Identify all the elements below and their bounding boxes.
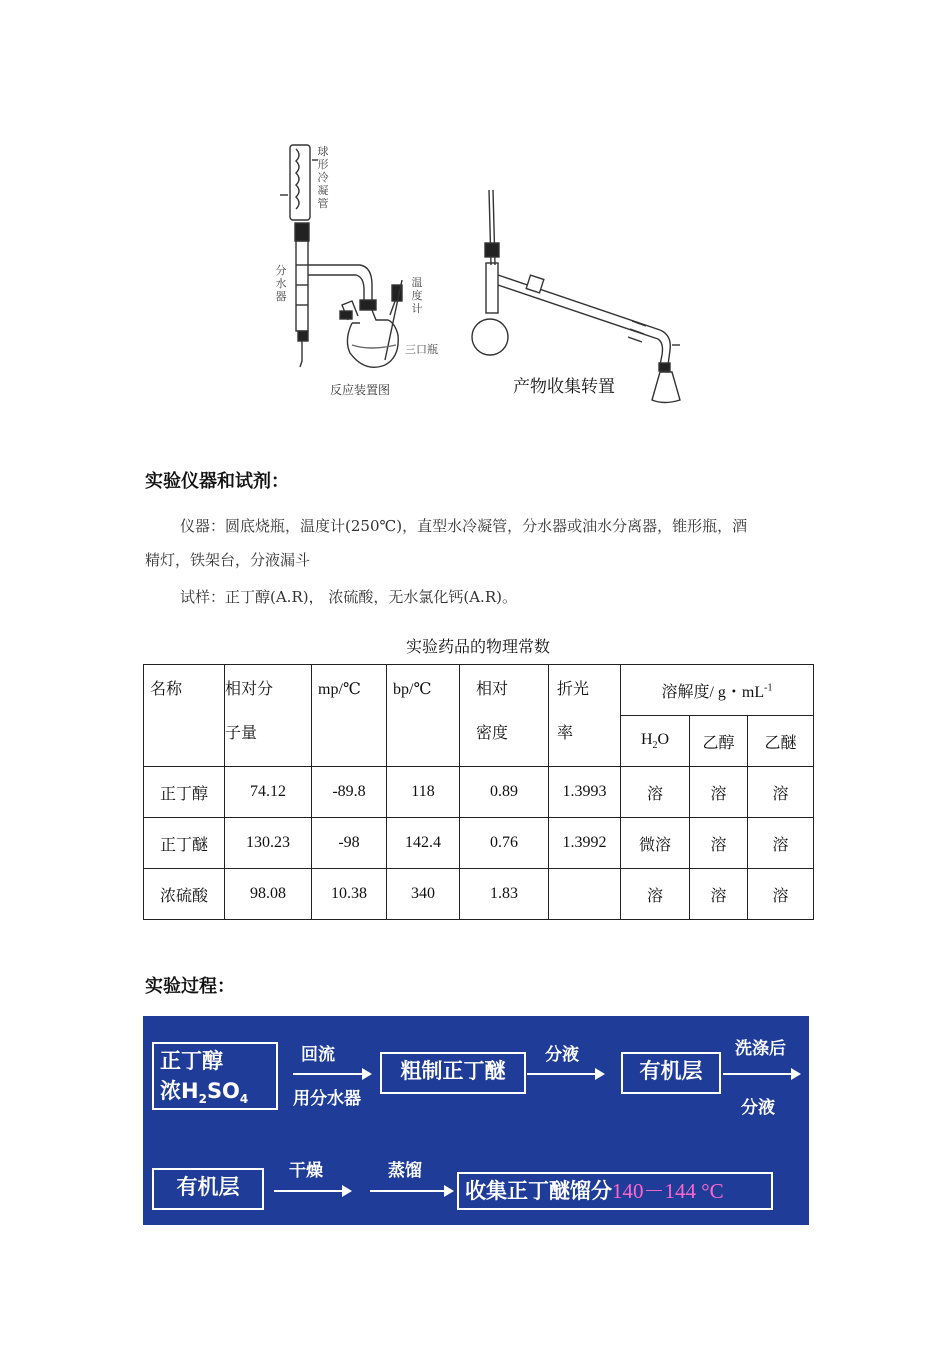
start-line2-prefix: 浓H xyxy=(160,1079,199,1103)
arrow3-label-bottom: 分液 xyxy=(741,1098,775,1118)
process-flow-diagram xyxy=(143,1016,809,1225)
cell-water: 微溶 xyxy=(621,818,690,869)
collection-caption: 产物收集转置 xyxy=(513,377,615,397)
flow-arrow-2 xyxy=(527,1073,603,1075)
start-line2-sub1: 2 xyxy=(198,1092,207,1107)
arrow1-label-bottom: 用分水器 xyxy=(293,1089,361,1109)
cell-water: 溶 xyxy=(621,869,690,920)
flow-box-crude-ether: 粗制正丁醚 xyxy=(380,1052,526,1094)
table-caption: 实验药品的物理常数 xyxy=(405,637,550,656)
flow-arrow-4 xyxy=(274,1190,350,1192)
header-refr-line2: 率 xyxy=(557,725,574,742)
water-h: H xyxy=(640,730,653,748)
cell-mw: 130.23 xyxy=(225,818,312,869)
cell-refr xyxy=(549,869,621,920)
cell-density: 0.89 xyxy=(460,767,549,818)
header-solubility-sup: -1 xyxy=(764,682,773,694)
cell-mp: -89.8 xyxy=(312,767,387,818)
header-mw-line1: 相对分 xyxy=(225,681,274,698)
header-refractive-index xyxy=(549,665,621,767)
collect-fraction-text: 收集正丁醚馏分 xyxy=(465,1179,612,1203)
cell-water: 溶 xyxy=(621,767,690,818)
cell-density: 0.76 xyxy=(460,818,549,869)
cell-bp: 142.4 xyxy=(387,818,460,869)
flow-box-collect-fraction xyxy=(457,1172,773,1210)
cell-mp: -98 xyxy=(312,818,387,869)
flask-label: 三口瓶 xyxy=(405,343,438,356)
cell-bp: 340 xyxy=(387,869,460,920)
cell-bp: 118 xyxy=(387,767,460,818)
cell-refr: 1.3993 xyxy=(549,767,621,818)
arrow4-label-top: 干燥 xyxy=(289,1161,323,1181)
flow-arrow-3 xyxy=(723,1073,799,1075)
arrow5-label-top: 蒸馏 xyxy=(388,1161,422,1181)
condenser-label: 球形冷凝管 xyxy=(317,145,329,210)
section-heading-process: 实验过程： xyxy=(145,976,235,997)
start-line2-sub2: 4 xyxy=(239,1092,249,1107)
cell-mp: 10.38 xyxy=(312,869,387,920)
cell-mw: 74.12 xyxy=(225,767,312,818)
header-ether: 乙醚 xyxy=(748,716,814,767)
flow-box-organic-layer-2: 有机层 xyxy=(152,1168,264,1210)
apparatus-text-line1: 仪器：圆底烧瓶，温度计(250℃)，直型水冷凝管，分水器或油水分离器，锥形瓶，酒 xyxy=(180,517,748,535)
header-molecular-weight xyxy=(225,665,312,767)
cell-name: 正丁醇 xyxy=(144,767,225,818)
start-line2 xyxy=(160,1076,270,1114)
flow-box-start xyxy=(152,1042,278,1110)
section-heading-apparatus: 实验仪器和试剂： xyxy=(145,471,289,492)
header-density xyxy=(460,665,549,767)
header-water xyxy=(621,716,690,767)
table-row xyxy=(144,818,814,869)
flow-arrow-1 xyxy=(293,1073,370,1075)
table-row xyxy=(144,767,814,818)
cell-refr: 1.3992 xyxy=(549,818,621,869)
arrow1-label-top: 回流 xyxy=(301,1045,335,1065)
header-density-line2: 密度 xyxy=(476,725,509,742)
physical-constants-table xyxy=(143,664,814,920)
start-line1: 正丁醇 xyxy=(160,1049,223,1073)
cell-name: 浓硫酸 xyxy=(144,869,225,920)
table-row xyxy=(144,869,814,920)
header-density-line1: 相对 xyxy=(476,681,509,698)
cell-name: 正丁醚 xyxy=(144,818,225,869)
header-name: 名称 xyxy=(144,665,225,767)
thermometer-label: 温度计 xyxy=(411,276,423,315)
water-o: O xyxy=(657,730,670,748)
header-bp: bp/℃ xyxy=(387,665,460,767)
header-mp: mp/℃ xyxy=(312,665,387,767)
apparatus-text-line2: 精灯，铁架台，分液漏斗 xyxy=(145,551,311,569)
cell-ether: 溶 xyxy=(748,767,814,818)
reaction-caption: 反应装置图 xyxy=(330,383,391,397)
water-sub: 2 xyxy=(652,740,658,752)
header-ethanol: 乙醇 xyxy=(690,716,748,767)
header-solubility-text: 溶解度/ g・mL xyxy=(661,683,765,701)
flow-arrow-5 xyxy=(370,1190,452,1192)
collect-fraction-temperature: 140－144 °C xyxy=(612,1179,724,1203)
start-line2-mid: SO xyxy=(206,1079,240,1103)
separator-label: 分水器 xyxy=(275,264,287,303)
cell-ethanol: 溶 xyxy=(690,818,748,869)
reagents-text: 试样：正丁醇(A.R)， 浓硫酸，无水氯化钙(A.R)。 xyxy=(180,588,517,606)
header-solubility xyxy=(621,665,814,716)
cell-ether: 溶 xyxy=(748,818,814,869)
flow-box-organic-layer-1: 有机层 xyxy=(621,1052,721,1094)
cell-density: 1.83 xyxy=(460,869,549,920)
cell-ethanol: 溶 xyxy=(690,869,748,920)
cell-mw: 98.08 xyxy=(225,869,312,920)
header-refr-line1: 折光 xyxy=(557,681,590,698)
arrow2-label-top: 分液 xyxy=(545,1045,579,1065)
header-mw-line2: 子量 xyxy=(225,725,258,742)
cell-ethanol: 溶 xyxy=(690,767,748,818)
cell-ether: 溶 xyxy=(748,869,814,920)
arrow3-label-top: 洗涤后 xyxy=(735,1039,786,1059)
